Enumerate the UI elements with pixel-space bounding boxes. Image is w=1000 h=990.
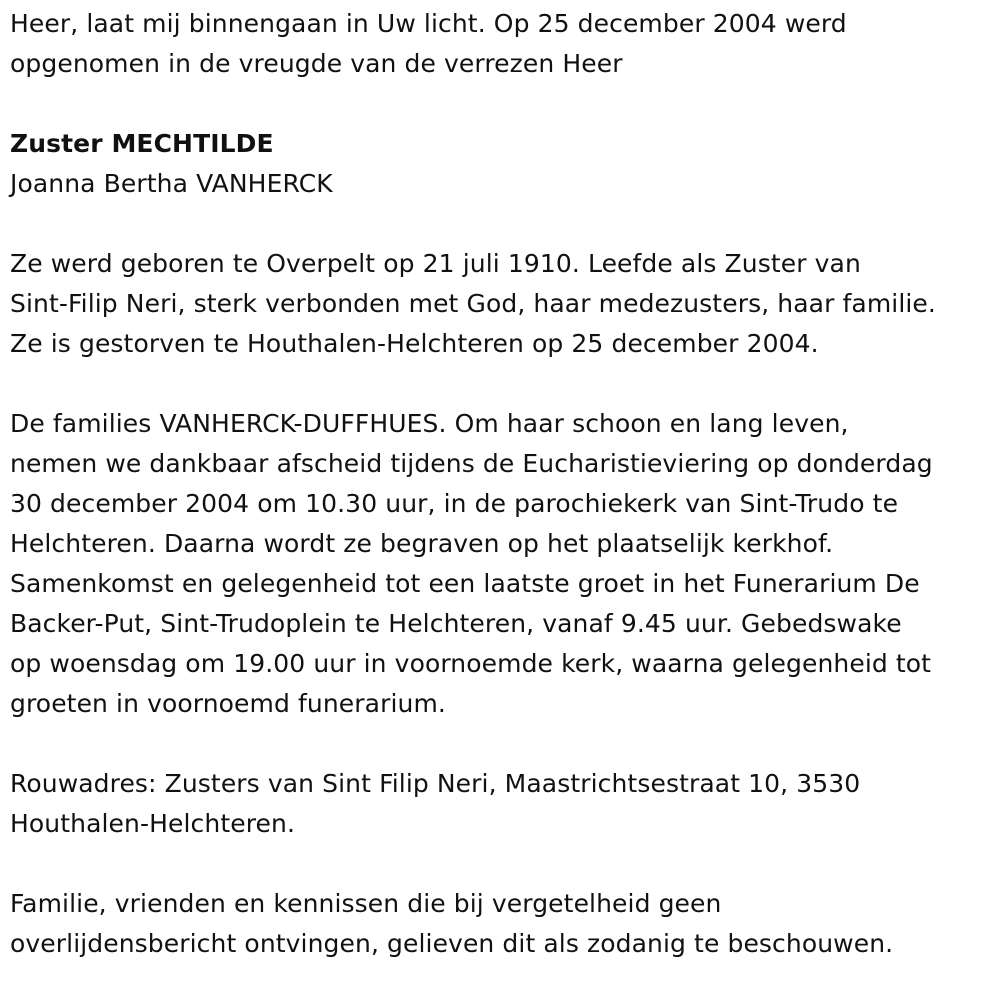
paragraph-gap xyxy=(10,84,995,124)
closing-line: overlijdensbericht ontvingen, gelieven dit als zodanig te beschouwen. xyxy=(10,929,894,958)
intro-line: opgenomen in de vreugde van de verrezen Heer xyxy=(10,49,623,78)
closing-line: Familie, vrienden en kennissen die bij vergetelheid geen xyxy=(10,889,722,918)
paragraph-gap xyxy=(10,204,995,244)
funeral-line: nemen we dankbaar afscheid tijdens de Eucharistieviering op donderdag xyxy=(10,449,933,478)
paragraph-gap xyxy=(10,844,995,884)
birth-line: Ze werd geboren te Overpelt op 21 juli 1910. Leefde als Zuster van xyxy=(10,249,861,278)
intro-line: Heer, laat mij binnengaan in Uw licht. Op 25 december 2004 werd xyxy=(10,9,847,38)
birth-line: Ze is gestorven te Houthalen-Helchteren op 25 december 2004. xyxy=(10,329,819,358)
address-paragraph xyxy=(10,764,995,844)
funeral-paragraph xyxy=(10,404,995,724)
obituary-notice xyxy=(10,4,995,964)
paragraph-gap xyxy=(10,724,995,764)
funeral-line: groeten in voornoemd funerarium. xyxy=(10,689,446,718)
intro-paragraph xyxy=(10,4,995,84)
paragraph-gap xyxy=(10,364,995,404)
birth-line: Sint-Filip Neri, sterk verbonden met God, haar medezusters, haar familie. xyxy=(10,289,936,318)
funeral-line: Helchteren. Daarna wordt ze begraven op het plaatselijk kerkhof. xyxy=(10,529,834,558)
funeral-line: Backer-Put, Sint-Trudoplein te Helchteren, vanaf 9.45 uur. Gebedswake xyxy=(10,609,902,638)
address-line: Houthalen-Helchteren. xyxy=(10,809,295,838)
funeral-line: Samenkomst en gelegenheid tot een laatste groet in het Funerarium De xyxy=(10,569,920,598)
religious-name: Zuster MECHTILDE xyxy=(10,129,274,158)
civil-name: Joanna Bertha VANHERCK xyxy=(10,169,333,198)
funeral-line: op woensdag om 19.00 uur in voornoemde kerk, waarna gelegenheid tot xyxy=(10,649,932,678)
closing-paragraph xyxy=(10,884,995,964)
birth-paragraph xyxy=(10,244,995,364)
funeral-line: 30 december 2004 om 10.30 uur, in de parochiekerk van Sint-Trudo te xyxy=(10,489,899,518)
funeral-line: De families VANHERCK-DUFFHUES. Om haar schoon en lang leven, xyxy=(10,409,849,438)
address-line: Rouwadres: Zusters van Sint Filip Neri, Maastrichtsestraat 10, 3530 xyxy=(10,769,861,798)
